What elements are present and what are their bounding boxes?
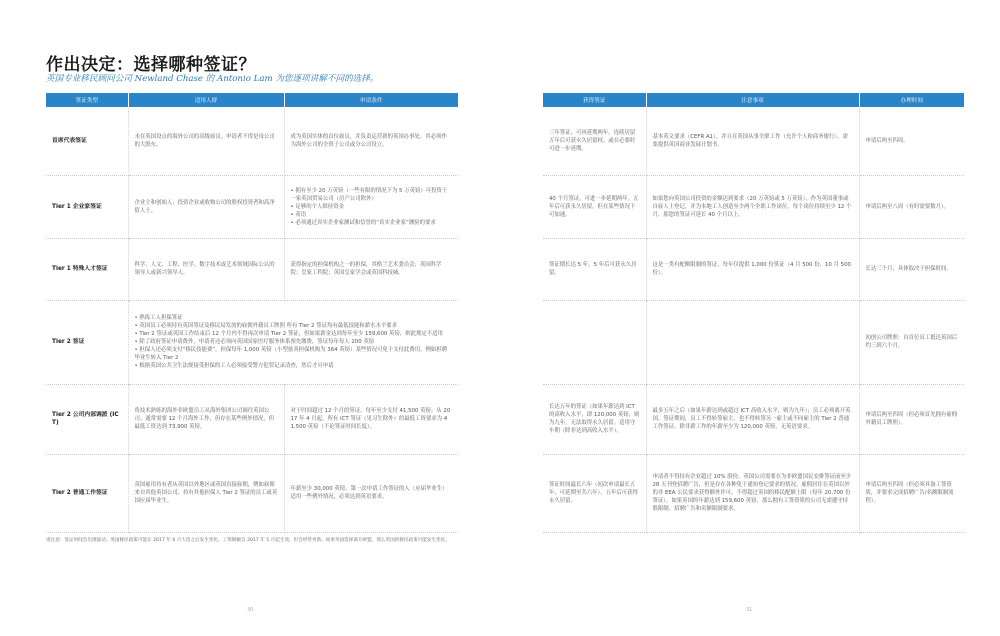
page-title: 作出决定：选择哪种签证？ (46, 55, 256, 75)
table-row (543, 107, 964, 175)
table-row (46, 175, 458, 238)
visa-types-table (46, 93, 458, 533)
visa-details-table (543, 93, 964, 533)
table-row (543, 238, 964, 300)
obtained-visa-cell: 签证时间最长六年（初次申请最长五年，可延期至共六年）。五年后可获得永久居留。 (543, 454, 646, 532)
list-item: • 拥有至少 20 万英镑（一些有限的情况下为 5 万英镑）可投资于一家英国贸易公司（房产公司除外） (291, 187, 453, 203)
processing-time-cell: 申请后两至四周（但必须首先拥有雇佣外籍员工牌照）。 (859, 384, 964, 454)
obtained-visa-cell: 签证期长达 5 年。5 年后可获永久居留。 (543, 238, 646, 300)
table-row (46, 238, 458, 300)
visa-type-cell: Tier 2 签证 (46, 300, 128, 384)
obtained-visa-cell: 三年签证，可再延期两年。连续居留五年后可获永久居留权。或在必要时可进一步延期。 (543, 107, 646, 175)
applicable-people-cell: 企业主和创始人；投资企业或收购公司的股权投资者和高净值人士。 (128, 175, 284, 238)
column-header: 获得签证 (543, 93, 646, 107)
visa-type-cell: Tier 1 特殊人才签证 (46, 238, 128, 300)
conditions-cell: 成为英国实体的首位雇员，并负责运营新的英国办事处。其必须作为海外公司的全资子公司或分公司设立。 (284, 107, 458, 175)
page-subtitle: 英国专业移民顾问公司 Newland Chase 的 Antonio Lam 为您逐项讲解不同的选择。 (46, 74, 379, 84)
list-item: • 担保人还必须支付“移民技能费”，担保每年 1,000 英镑（小型慈善担保机构为 364 英镑）某些情况可免于支付此费用，例如担聘毕业生转入 Tier 2 (135, 346, 453, 362)
conditions-cell: 年薪至少 30,000 英镑，第一次申请工作签证的人（应届毕业生）适用一些例外情况，必须达到英语要求。 (284, 454, 458, 532)
page-number-right: 31 (746, 607, 753, 613)
applicable-people-cell: 英国雇用持有者从英国以外地区或英国直接雇佣，例如雇佣来自其他英国公司、持有其他担保人 Tier 2 签证的员工或英国应届毕业生。 (128, 454, 284, 532)
table-row (46, 384, 458, 454)
processing-time-cell: 申请后两至八周（有时需要数月）。 (859, 175, 964, 238)
column-header: 适用人群 (128, 93, 284, 107)
conditions-cell: 获得指定的担保机构之一的担保，其格兰艺术委员会；英国科学院；皇家工程院；英国皇家学会或英国科技城。 (284, 238, 458, 300)
table-row (46, 454, 458, 532)
table-row (543, 300, 964, 384)
list-item: • 足够的个人维持资金 (291, 203, 453, 211)
conditions-cell (284, 175, 458, 238)
notes-cell (646, 300, 859, 384)
applicable-people-cell: 科学、人文、工程、医学、数字技术或艺术领域国际公认的领导人或新兴领导人。 (128, 238, 284, 300)
visa-type-cell: 首席代表签证 (46, 107, 128, 175)
column-header: 签证类型 (46, 93, 128, 107)
obtained-visa-cell (543, 300, 646, 384)
tier2-details-cell (128, 300, 458, 384)
table-row (46, 107, 458, 175)
applicable-people-cell: 未在英国设点的海外公司的高级雇员。申请者不得是母公司的大股东。 (128, 107, 284, 175)
processing-time-cell: 长达三个月，具体取决于担保时间。 (859, 238, 964, 300)
notes-cell: 基本英文要求（CEFR A1）。并且在英国从事全职工作（允许个人和商务旅行）。需要提供英国商业发展计划书。 (646, 107, 859, 175)
footnote: 请注意：签证时间会出现波动。英国移民政策可能在 2017 年 6 月大选之后发生变化。工资限额自 2017 年 5 月起生效，但会经常更新。如果英国选择离开欧盟，那么英国的移民政策可能发生变化。 (46, 538, 450, 543)
notes-cell: 如果您向英国公司投资的金额达到要求（20 万英镑或 5 万英镑），作为英国董事或自雇人士登记，并为本地工人创造至少两个全职工作岗位，每个岗位持续至少 12 个月，那您的签证可延长 40 个月以上。 (646, 175, 859, 238)
table-row (543, 384, 964, 454)
visa-type-cell: Tier 2 公司内部调派 (ICT) (46, 384, 128, 454)
visa-type-cell: Tier 1 企业家签证 (46, 175, 128, 238)
list-item: • 英国员工必须持有英国签证及移民局发放的雇佣外籍员工牌照 所有 Tier 2 签证均有最低技能和薪水水平要求 (135, 322, 453, 330)
notes-cell: 这是一类有配额限制的签证，每年仅提供 1,000 份签证（4 月 500 份、10 月 500 份）。 (646, 238, 859, 300)
processing-time-cell: 申请后两至四周（但必须具备工签资质，并要求完成招聘广告/名额限制流程）。 (859, 454, 964, 532)
list-item: • Tier 2 签证或英国工作结束后 12 个月内不得再次申请 Tier 2 签证，但如果薪金达到每年至少 159,600 英镑，则此规定不适用 (135, 330, 453, 338)
list-item: • 熟练工人担保签证 (135, 314, 453, 322)
processing-time-cell: 申请后两至四周。 (859, 107, 964, 175)
list-item: • 除了政府签证申请费外，申请者还必须向英国国家医疗服务体系预先缴费，签证每年每人 200 英镑 (135, 338, 453, 346)
column-header: 申请条件 (284, 93, 458, 107)
table-row (543, 175, 964, 238)
obtained-visa-cell: 40 个月签证，可进一步延期两年。五年后可获永久居留，但在某些情况下可加速。 (543, 175, 646, 238)
visa-type-cell: Tier 2 普通工作签证 (46, 454, 128, 532)
obtained-visa-cell: 长达五年的签证（如果年薪达到 ICT 的高收入水平，即 120,000 英镑，则为九年。无法取得永久居留。适用守车期（除非达到高收入水平）。 (543, 384, 646, 454)
notes-cell: 申请者不得持有企业超过 10% 股份。英国公司需要在为非欧盟国民安排签证前至少 28 天刊登招聘广告，但是存在各种免于通知登记要求的情况。雇佣居住在英国以外的非 EEA 公民要求获得额外许可，不得超过英国的移民配额上限（每年 20,700 份签证）。如果英国的年薪达到 159,600 英镑，那么拥有工签资质的公司无需遵守持股限制、招聘广告和名额限制要求。 (646, 454, 859, 532)
column-header: 注意事项 (646, 93, 859, 107)
processing-time-cell: 初创公司牌照：自首位员工抵达英国后约三到六个月。 (859, 300, 964, 384)
list-item: • 英语 (291, 211, 453, 219)
column-header: 办理时间 (859, 93, 964, 107)
notes-cell: 最多五年之后（如果年薪达到或超过 ICT 高收入水平，则为九年）；员工必须离开英国。签证期间，员工不得转签雇主，也不得转签另一雇主或不同雇主的 Tier 2 普通工作签证，除非薪工作的年薪至少为 120,000 英镑，无英语要求。 (646, 384, 859, 454)
table-row (46, 300, 458, 384)
table-row (543, 454, 964, 532)
page-number-left: 30 (247, 607, 254, 613)
list-item: • 根据英国公共卫生法规接受担保的工人必须接受警方犯罪记录清查，然后才可申请 (135, 362, 453, 370)
applicable-people-cell: 将技术熟练的海外非欧盟员工从海外集团公司调往英国公司。通常需要 12 个月海外工作，但存在某些例外情况，但最低工资达到 73,900 英镑。 (128, 384, 284, 454)
list-item: • 必须通过真实企业家测试和信誉的“真实企业家”测验的要求 (291, 219, 453, 227)
conditions-cell: 对于时间超过 12 个月的签证，每年至少支付 41,500 英镑。从 2017 年 4 月起，所有 ICT 签证（见习生除外）的最低工资要求为 41,500 英镑（不论签证时间长度）。 (284, 384, 458, 454)
